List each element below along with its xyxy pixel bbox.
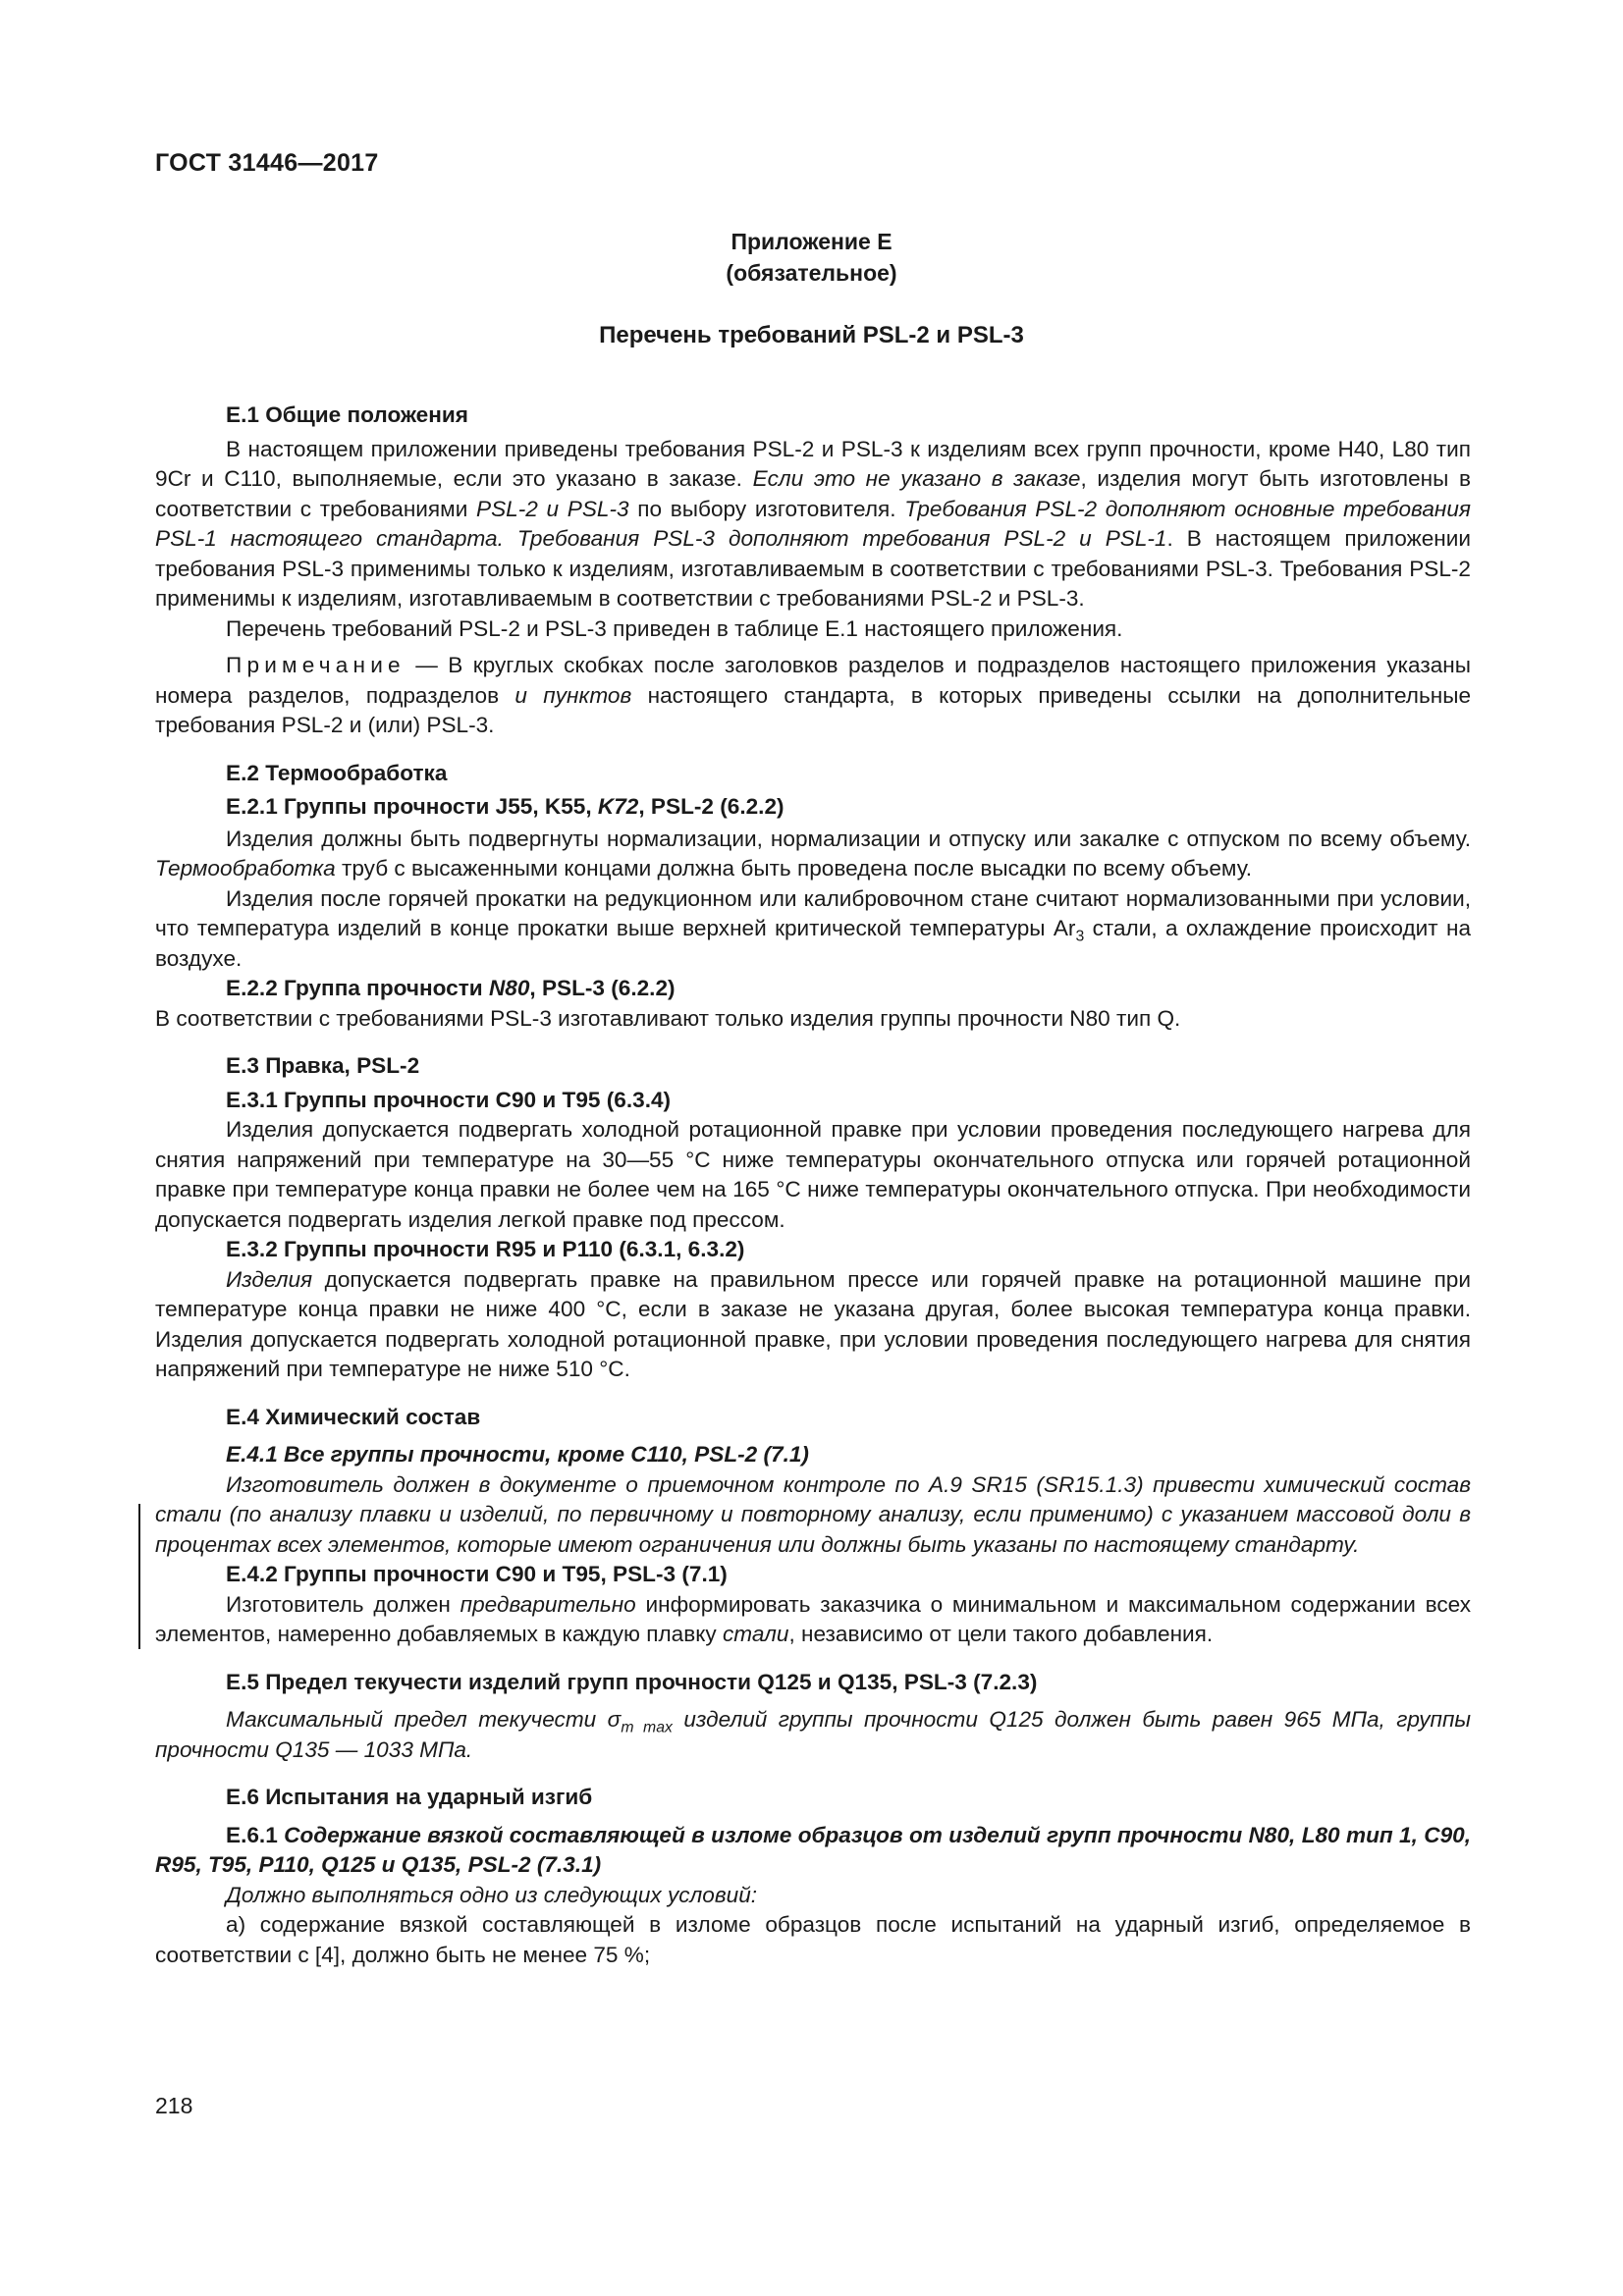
section-heading-e6: Е.6 Испытания на ударный изгиб — [226, 1785, 593, 1809]
subsection-heading-e31: Е.3.1 Группы прочности С90 и Т95 (6.3.4) — [226, 1087, 672, 1112]
text-run: по выбору изготовителя. — [628, 496, 905, 521]
text-run: Изготовитель должен — [226, 1591, 460, 1617]
text-run-italic: K72 — [597, 794, 639, 819]
text-run: информировать заказчика о минимальном и максимальном содержании всех элементов, намеренно добавляемых в каждую плавку — [155, 1591, 1471, 1646]
text-run-italic: PSL-2 и PSL-3 — [476, 496, 629, 521]
paragraph-e22: В соответствии с требованиями PSL-3 изготавливают только изделия группы прочности N80 тип Q. — [155, 1005, 1181, 1031]
paragraph-e61-intro: Должно выполняться одно из следующих условий: — [226, 1882, 758, 1907]
text-run: — В круглых скобках после заголовков разделов и подразделов настоящего приложения указаны номера разделов, подразделов — [155, 653, 1471, 708]
text-run: Максимальный предел текучести σ — [226, 1707, 622, 1732]
document-header: ГОСТ 31446—2017 — [155, 149, 379, 177]
subsection-heading-e61 — [155, 1821, 1471, 1881]
text-run-italic: стали — [722, 1622, 789, 1646]
text-run: , PSL-2 (6.2.2) — [638, 794, 784, 819]
appendix-status: (обязательное) — [726, 260, 897, 286]
text-run: В настоящем приложении приведены требования PSL-2 и PSL-3 к изделиям всех групп прочности, кроме Н40, L80 тип 9Cr и С110, выполняемые, если это указано в заказе. — [155, 436, 1471, 491]
text-run: настоящего стандарта, в которых приведены ссылки на дополнительные требования PSL-2 и (или) PSL-3. — [155, 682, 1472, 737]
subsection-heading-e32: Е.3.2 Группы прочности R95 и Р110 (6.3.1, 6.3.2) — [226, 1237, 745, 1261]
text-run: допускается подвергать правке на правильном прессе или горячей правке на ротационной машине при температуре конца правки не ниже 400 °С, если в заказе не указана другая, более высокая температура конца правки. Изделия допускается подвергать холодной ротационной правке, при условии проведения последующего нагрева для снятия напряжений при температуре не ниже 510 °С. — [155, 1266, 1471, 1381]
text-run: стали, а охлаждение происходит на воздухе. — [155, 916, 1472, 971]
text-run-italic: Содержание вязкой составляющей в изломе образцов от изделий групп прочности N80, L80 тип 1, С90, R95, Т95, Р110, Q125 и Q135, PSL-2 (7.3.1) — [155, 1822, 1471, 1877]
subsection-heading-e41: Е.4.1 Все группы прочности, кроме С110, PSL-2 (7.1) — [226, 1442, 809, 1467]
text-run: Е.6.1 — [226, 1822, 285, 1847]
paragraph-e32 — [155, 1265, 1471, 1385]
text-run-italic: N80 — [488, 976, 530, 1000]
subsection-heading-e42: Е.4.2 Группы прочности С90 и Т95, PSL-3 (7.1) — [226, 1562, 728, 1586]
section-heading-e3: Е.3 Правка, PSL-2 — [226, 1053, 420, 1078]
section-heading-e4: Е.4 Химический состав — [226, 1404, 481, 1429]
subscript: т max — [621, 1719, 673, 1736]
paragraph-e1-list: Перечень требований PSL-2 и PSL-3 приведен в таблице Е.1 настоящего приложения. — [226, 615, 1123, 641]
text-run-italic: и пунктов — [514, 682, 632, 708]
text-run: Изделия должны быть подвергнуты нормализации, нормализации и отпуску или закалке с отпуском по всему объему. — [226, 826, 1471, 851]
revision-bar — [138, 1504, 140, 1649]
text-run-italic: Требования PSL-2 дополняют основные требования PSL-1 настоящего стандарта. Требования PSL-3 дополняют требования PSL-2 и PSL-1 — [155, 496, 1471, 551]
text-run: . В настоящем приложении требования PSL-3 применимы только к изделиям, изготавливаемым в соответствии с требованиями PSL-3. Требования PSL-2 применимы к изделиям, изготавливаемым в соответствии с требованиями PSL-2 и PSL-3. — [155, 526, 1471, 611]
text-run: Е.2.1 Группы прочности J55, K55, — [226, 794, 598, 819]
note-label: Примечание — [226, 653, 406, 677]
text-run: Е.2.2 Группа прочности — [226, 976, 489, 1000]
paragraph-e21-1 — [155, 825, 1471, 884]
paragraph-e1-general — [155, 435, 1471, 614]
paragraph-e41: Изготовитель должен в документе о приемочном контроле по А.9 SR15 (SR15.1.3) привести химический состав стали (по анализу плавки и изделий, по первичному и повторному анализу, если применимо) с указанием массовой доли в процентах всех элементов, которые имеют ограничения или должны быть указаны по настоящему стандарту. — [155, 1471, 1471, 1557]
note-e1 — [155, 651, 1471, 741]
text-run-italic: Изделия — [226, 1266, 313, 1292]
subsection-heading-e22 — [155, 974, 1471, 1004]
paragraph-e21-2 — [155, 884, 1471, 975]
paragraph-e5 — [155, 1705, 1471, 1765]
page-number: 218 — [155, 2093, 193, 2118]
text-run: Изделия после горячей прокатки на редукционном или калибровочном стане считают нормализованными при условии, что температура изделий в конце прокатки выше верхней критической температуры Ar — [155, 885, 1471, 940]
text-run: , PSL-3 (6.2.2) — [529, 976, 676, 1000]
text-run: изделий группы прочности Q125 должен быть равен 965 МПа, группы прочности Q135 — 1033 МПа. — [155, 1707, 1472, 1762]
text-run: , изделия могут быть изготовлены в соответствии с требованиями — [155, 466, 1471, 521]
section-heading-e1: Е.1 Общие положения — [226, 402, 468, 427]
subscript: 3 — [1075, 928, 1085, 945]
text-run: , независимо от цели такого добавления. — [788, 1622, 1214, 1646]
paragraph-e31: Изделия допускается подвергать холодной ротационной правке при условии проведения последующего нагрева для снятия напряжений при температуре на 30—55 °С ниже температуры окончательного отпуска или горячей ротационной правке при температуре конца правки не более чем на 165 °С ниже температуры окончательного отпуска. При необходимости допускается подвергать изделия легкой правке под прессом. — [155, 1117, 1471, 1232]
section-heading-e5: Е.5 Предел текучести изделий групп прочности Q125 и Q135, PSL-3 (7.2.3) — [226, 1669, 1038, 1694]
section-heading-e2: Е.2 Термообработка — [226, 760, 448, 785]
document-body — [155, 400, 1471, 1970]
text-run-italic: Если это не указано в заказе — [752, 466, 1081, 491]
appendix-heading: Перечень требований PSL-2 и PSL-3 — [599, 322, 1024, 348]
text-run-italic: Термообработка — [155, 856, 336, 881]
text-run: труб с высаженными концами должна быть проведена после высадки по всему объему. — [335, 856, 1253, 881]
list-item-e61-a: а) содержание вязкой составляющей в изломе образцов после испытаний на ударный изгиб, определяемое в соответствии с [4], должно быть не менее 75 %; — [155, 1912, 1471, 1967]
paragraph-e42 — [155, 1590, 1471, 1650]
subsection-heading-e21 — [155, 792, 1471, 823]
text-run-italic: предварительно — [460, 1591, 636, 1617]
appendix-title: Приложение Е — [730, 229, 893, 254]
